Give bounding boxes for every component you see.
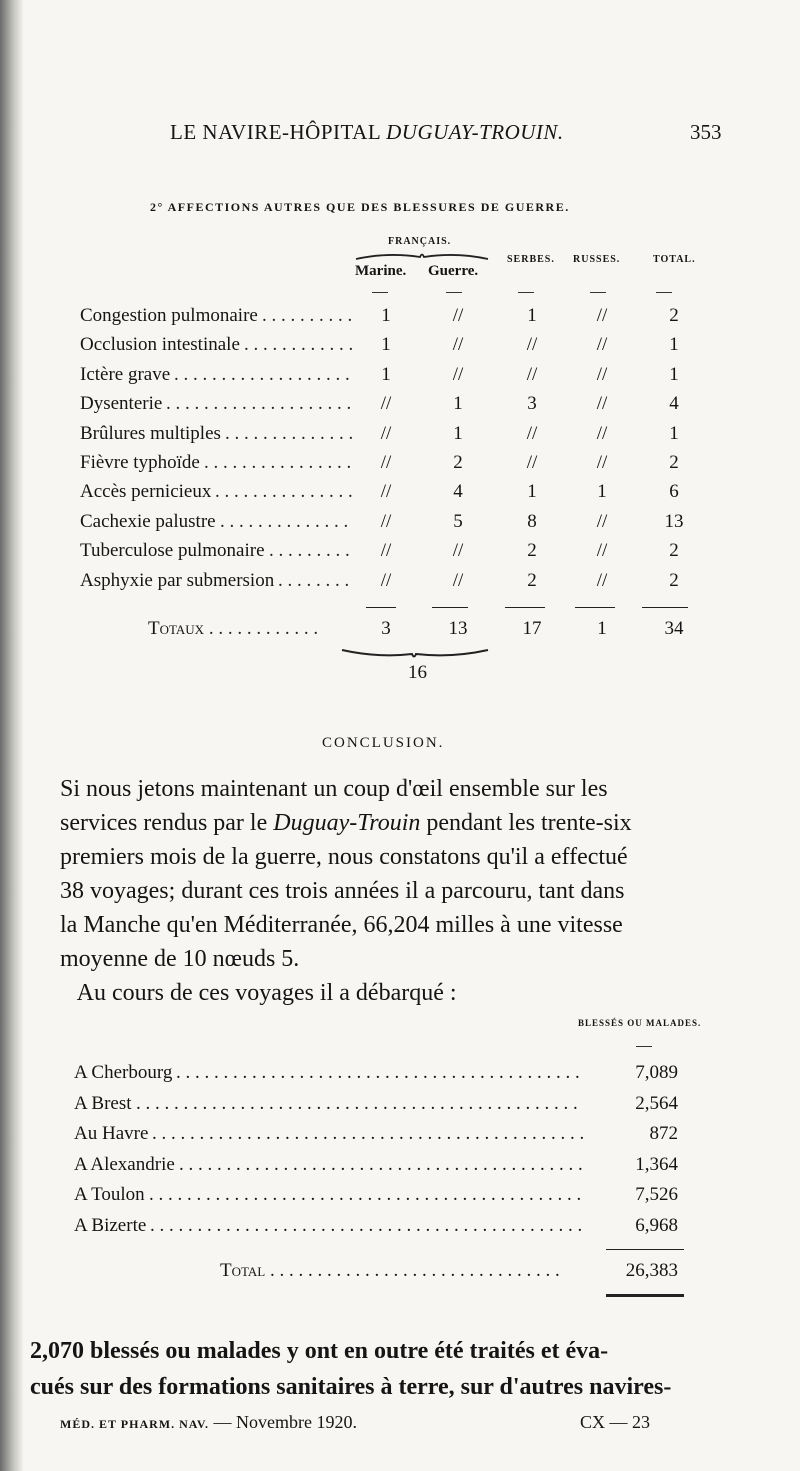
cell-marine: 1 bbox=[381, 334, 391, 356]
place-label: Au Havre bbox=[74, 1123, 149, 1144]
cell-serbes: // bbox=[526, 334, 538, 356]
cell-russes: // bbox=[596, 422, 608, 444]
place-value: 872 bbox=[649, 1123, 678, 1144]
table1-row bbox=[80, 452, 720, 480]
conclusion-line: 38 voyages; durant ces trois années il a parcouru, tant dans bbox=[60, 878, 625, 904]
totals-guerre: 13 bbox=[448, 618, 468, 639]
cell-serbes: // bbox=[526, 422, 538, 444]
cell-total: 13 bbox=[664, 510, 684, 532]
scan-edge-shadow bbox=[0, 0, 24, 1471]
header-dash bbox=[372, 292, 388, 293]
sum-rule bbox=[366, 607, 396, 608]
francais-combined-total: 16 bbox=[408, 662, 427, 683]
leader-dots: . . . . . . . . . . . . . . . . . . . . . . . . . . . . . . . . . . . . . . . . . . . . . . . bbox=[136, 1092, 578, 1114]
cell-guerre: 2 bbox=[453, 452, 463, 473]
sum-rule bbox=[606, 1249, 684, 1250]
table1-row bbox=[80, 481, 720, 509]
francais-group-header: FRANÇAIS. bbox=[388, 236, 452, 247]
col-header-marine: Marine. bbox=[355, 263, 407, 279]
double-rule bbox=[606, 1294, 684, 1297]
leader-dots: . . . . . . . . . . . . . . . bbox=[215, 481, 353, 503]
table2-total-label: Total bbox=[220, 1260, 266, 1281]
cell-total: 2 bbox=[669, 540, 679, 562]
leader-dots: . . . . . . . . . . . . . . . . . . . . . . . . . . . . . . . . . . . . . . . . . . . . . . bbox=[150, 1214, 583, 1236]
table2-row bbox=[74, 1093, 684, 1123]
cell-marine: // bbox=[380, 393, 392, 415]
leader-dots: . . . . . . . . bbox=[278, 569, 350, 591]
table1-totals-row: Totaux . . . . . . . . . . . . 3 13 17 1 34 bbox=[80, 618, 720, 646]
sum-rule bbox=[642, 607, 688, 608]
row-label: Asphyxie par submersion bbox=[80, 569, 275, 591]
cell-marine: // bbox=[380, 569, 392, 591]
cell-russes: // bbox=[596, 334, 608, 356]
place-value: 2,564 bbox=[635, 1092, 678, 1114]
leader-dots: . . . . . . . . . . . . bbox=[244, 334, 354, 356]
conclusion-line: services rendus par le Duguay-Trouin pendant les trente-six bbox=[60, 810, 632, 836]
place-value: 6,968 bbox=[635, 1214, 678, 1236]
footer-date: — Novembre 1920. bbox=[209, 1412, 357, 1432]
cell-serbes: // bbox=[526, 363, 538, 385]
cell-guerre: // bbox=[452, 540, 464, 562]
sum-rule bbox=[575, 607, 615, 608]
table2-row bbox=[74, 1215, 684, 1245]
cell-serbes: 8 bbox=[527, 510, 537, 532]
cell-marine: // bbox=[380, 452, 392, 473]
conclusion-line: premiers mois de la guerre, nous constatons qu'il a effectué bbox=[60, 844, 628, 870]
leader-dots: . . . . . . . . . . . . . . . . . . . bbox=[174, 363, 350, 385]
table2-row bbox=[74, 1154, 684, 1184]
cell-russes: // bbox=[596, 393, 608, 415]
totals-total: 34 bbox=[664, 618, 684, 639]
table1-title: 2° AFFECTIONS AUTRES QUE DES BLESSURES DE GUERRE. bbox=[150, 200, 570, 214]
conclusion-line: la Manche qu'en Méditerranée, 66,204 milles à une vitesse bbox=[60, 912, 623, 938]
leader-dots: . . . . . . . . . . bbox=[262, 305, 353, 326]
cell-guerre: // bbox=[452, 569, 464, 591]
col-header-total: TOTAL. bbox=[653, 254, 696, 265]
cell-guerre: 1 bbox=[453, 393, 463, 415]
cell-russes: // bbox=[596, 569, 608, 591]
row-label: Fièvre typhoïde bbox=[80, 452, 200, 473]
col-header-russes: RUSSES. bbox=[573, 254, 621, 265]
cell-russes: // bbox=[596, 510, 608, 532]
place-label: A Brest bbox=[74, 1092, 132, 1114]
conclusion-heading: CONCLUSION. bbox=[322, 735, 445, 751]
header-dash bbox=[518, 292, 534, 293]
header-dash bbox=[446, 292, 462, 293]
table1-row bbox=[80, 423, 720, 451]
row-label: Cachexie palustre bbox=[80, 510, 216, 532]
running-head-prefix: LE NAVIRE-HÔPITAL bbox=[170, 120, 387, 144]
table1-row bbox=[80, 570, 720, 598]
cell-guerre: 4 bbox=[453, 481, 463, 503]
leader-dots: . . . . . . . . . . . . . . . . . . . . . . . . . . . . . . . . . . . . . . . . . . . . . . bbox=[152, 1123, 585, 1144]
table2-row bbox=[74, 1062, 684, 1092]
totals-russes: 1 bbox=[597, 618, 607, 639]
table1-row bbox=[80, 540, 720, 568]
cell-marine: // bbox=[380, 510, 392, 532]
place-value: 7,089 bbox=[635, 1062, 678, 1083]
sum-rule bbox=[505, 607, 545, 608]
cell-serbes: 2 bbox=[527, 569, 537, 591]
cell-russes: // bbox=[596, 452, 608, 473]
row-label: Brûlures multiples bbox=[80, 422, 221, 444]
conclusion-line: Si nous jetons maintenant un coup d'œil ensemble sur les bbox=[60, 776, 608, 802]
table1-row bbox=[80, 393, 720, 421]
conclusion-line: Au cours de ces voyages il a débarqué : bbox=[60, 980, 457, 1006]
header-dash bbox=[636, 1046, 652, 1047]
cell-guerre: // bbox=[452, 334, 464, 356]
footer-journal bbox=[60, 1412, 357, 1433]
conclusion-line: moyenne de 10 nœuds 5. bbox=[60, 946, 300, 972]
leader-dots: . . . . . . . . . . . . . . bbox=[225, 422, 354, 444]
row-label: Tuberculose pulmonaire bbox=[80, 540, 265, 562]
totals-serbes: 17 bbox=[522, 618, 542, 639]
table2-row bbox=[74, 1123, 684, 1153]
row-label: Congestion pulmonaire bbox=[80, 305, 258, 326]
running-head-ship: DUGUAY-TROUIN. bbox=[386, 120, 564, 144]
running-head bbox=[170, 120, 564, 145]
leader-dots: . . . . . . . . . . . . . . . . . . . . . . . . . . . . . . . . . . . . . . . . . . . bbox=[179, 1153, 583, 1175]
place-label: A Toulon bbox=[74, 1184, 145, 1205]
leader-dots: . . . . . . . . . . . . . . . . . . . . . . . . . . . . . . . . . . . . . . . . . . . bbox=[176, 1062, 580, 1083]
cell-serbes: 3 bbox=[527, 393, 537, 415]
leader-dots: . . . . . . . . . . . . . . bbox=[220, 510, 349, 532]
cell-russes: // bbox=[596, 363, 608, 385]
cell-serbes: 1 bbox=[527, 481, 537, 503]
table1-row bbox=[80, 511, 720, 539]
cell-russes: // bbox=[596, 540, 608, 562]
cell-serbes: 1 bbox=[527, 305, 537, 326]
cell-guerre: 1 bbox=[453, 422, 463, 444]
cell-guerre: // bbox=[452, 305, 464, 326]
row-label: Dysenterie bbox=[80, 393, 163, 415]
leader-dots: . . . . . . . . . . . . . . . . . . . . . . . . . . . . . . . . . . . . . . . . . . . . . . bbox=[149, 1184, 582, 1205]
cell-total: 1 bbox=[669, 334, 679, 356]
sum-rule bbox=[432, 607, 468, 608]
cell-marine: 1 bbox=[381, 363, 391, 385]
col-header-serbes: SERBES. bbox=[507, 254, 555, 265]
cell-russes: 1 bbox=[597, 481, 607, 503]
header-dash bbox=[590, 292, 606, 293]
leader-dots: . . . . . . . . . bbox=[269, 540, 350, 562]
page-number: 353 bbox=[690, 120, 722, 144]
closing-line: cués sur des formations sanitaires à terre, sur d'autres navires- bbox=[30, 1374, 672, 1400]
closing-line: 2,070 blessés ou malades y ont en outre été traités et éva- bbox=[30, 1338, 609, 1364]
francais-total-brace bbox=[340, 646, 490, 660]
table2-row bbox=[74, 1184, 684, 1214]
cell-total: 1 bbox=[669, 363, 679, 385]
table1-row bbox=[80, 364, 720, 392]
cell-marine: // bbox=[380, 422, 392, 444]
place-label: A Alexandrie bbox=[74, 1153, 175, 1175]
cell-russes: // bbox=[596, 305, 608, 326]
leader-dots: . . . . . . . . . . . . . . . . . . . . bbox=[166, 393, 352, 415]
cell-marine: 1 bbox=[381, 305, 391, 326]
totals-label: Totaux bbox=[148, 618, 205, 639]
table2-total-value: 26,383 bbox=[625, 1260, 678, 1281]
footer-signature: CX — 23 bbox=[580, 1412, 651, 1432]
cell-serbes: 2 bbox=[527, 540, 537, 562]
place-label: A Cherbourg bbox=[74, 1062, 173, 1083]
cell-marine: // bbox=[380, 540, 392, 562]
place-label: A Bizerte bbox=[74, 1214, 147, 1236]
cell-total: 4 bbox=[669, 393, 679, 415]
closing-paragraph bbox=[30, 1333, 671, 1405]
conclusion-paragraph bbox=[60, 772, 632, 1010]
row-label: Accès pernicieux bbox=[80, 481, 212, 503]
cell-total: 2 bbox=[669, 569, 679, 591]
row-label: Occlusion intestinale bbox=[80, 334, 240, 356]
table1-row bbox=[80, 334, 720, 362]
table2-column-header: BLESSÉS OU MALADES. bbox=[578, 1018, 702, 1028]
cell-total: 2 bbox=[669, 452, 679, 473]
cell-total: 1 bbox=[669, 422, 679, 444]
place-value: 1,364 bbox=[635, 1153, 678, 1175]
place-value: 7,526 bbox=[635, 1184, 678, 1205]
header-dash bbox=[656, 292, 672, 293]
footer-journal-name: MÉD. ET PHARM. NAV. bbox=[60, 1417, 210, 1431]
francais-header-brace bbox=[354, 250, 490, 262]
cell-guerre: // bbox=[452, 363, 464, 385]
totals-marine: 3 bbox=[381, 618, 391, 639]
row-label: Ictère grave bbox=[80, 363, 171, 385]
cell-marine: // bbox=[380, 481, 392, 503]
leader-dots: . . . . . . . . . . . . . . . . bbox=[204, 452, 352, 473]
cell-guerre: 5 bbox=[453, 510, 463, 532]
table1-row bbox=[80, 305, 720, 333]
cell-total: 6 bbox=[669, 481, 679, 503]
table2-total-row: Total . . . . . . . . . . . . . . . . . . . . . . . . . . . . . . . 26,383 bbox=[220, 1260, 678, 1281]
cell-total: 2 bbox=[669, 305, 679, 326]
col-header-guerre: Guerre. bbox=[428, 263, 479, 279]
cell-serbes: // bbox=[526, 452, 538, 473]
